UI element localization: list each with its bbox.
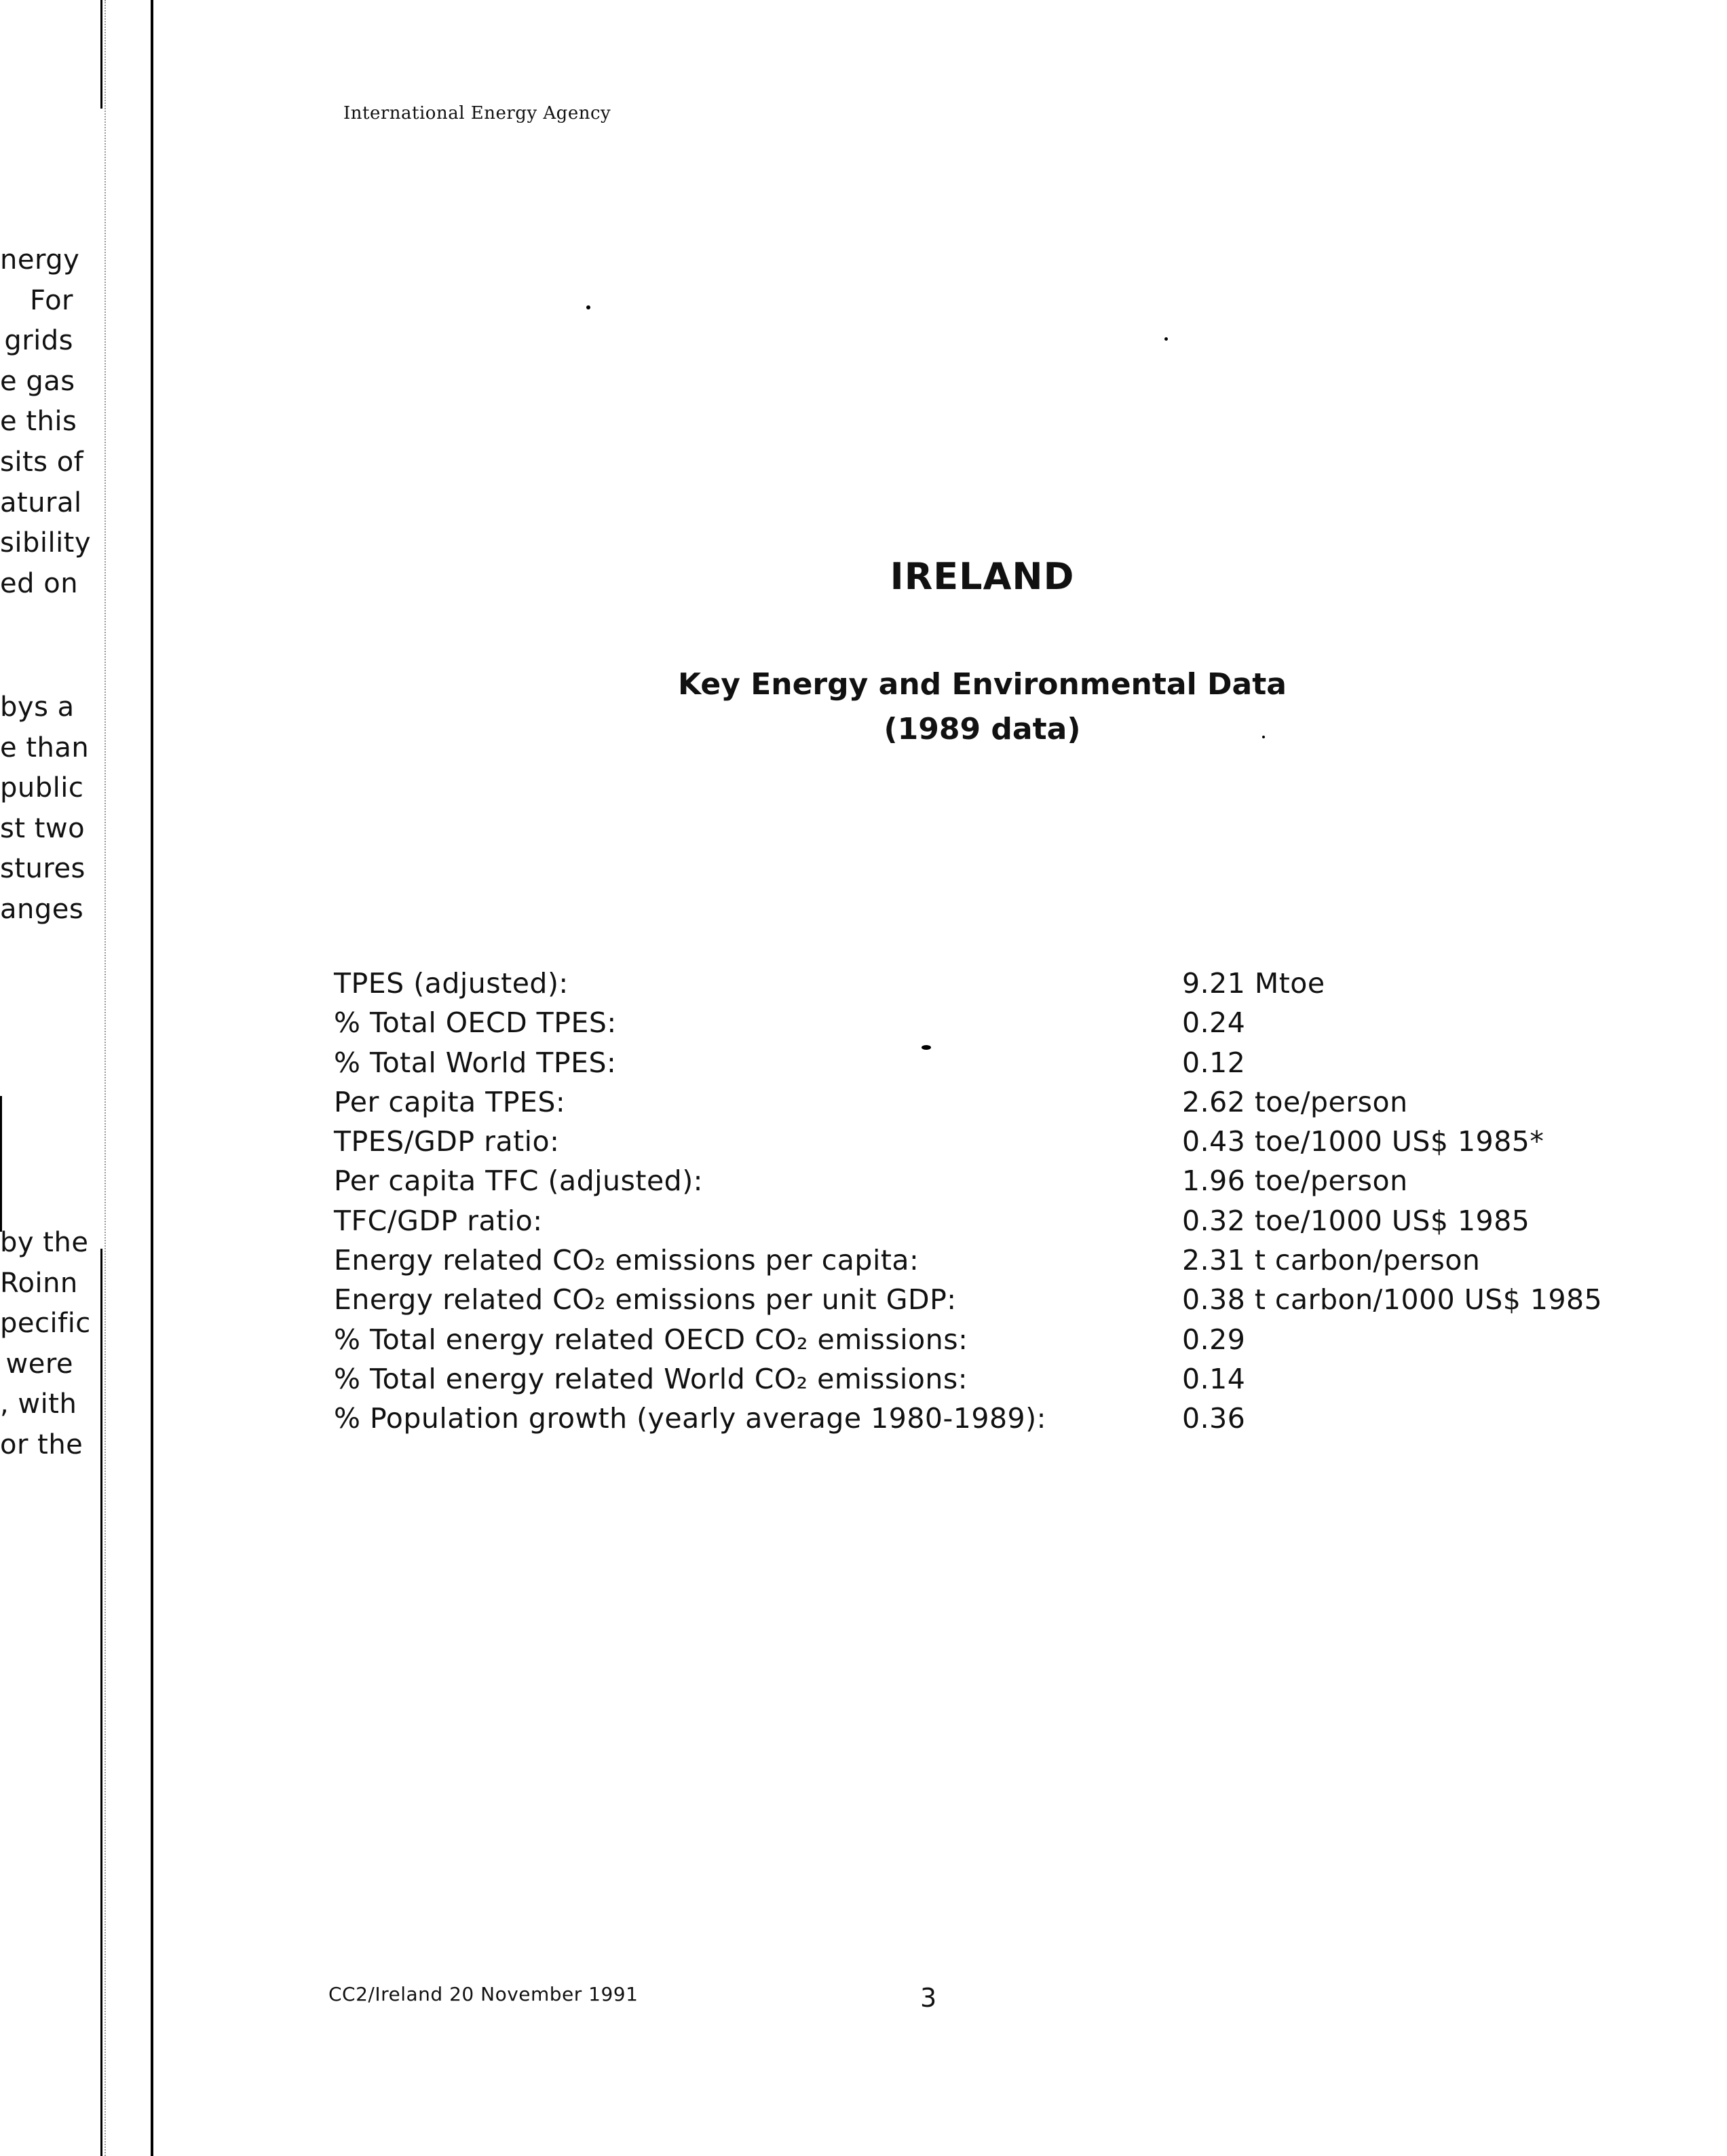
data-label: TFC/GDP ratio:: [334, 1204, 543, 1237]
fragment-line: anges: [0, 893, 84, 925]
fragment-line: were: [5, 1348, 73, 1380]
data-row: [334, 1161, 1623, 1200]
data-value: 0.29: [1182, 1323, 1246, 1356]
fragment-divider-line: [0, 1096, 2, 1232]
fragment-line: ed on: [0, 567, 79, 599]
agency-header: International Energy Agency: [343, 103, 611, 124]
data-value: 0.14: [1182, 1362, 1246, 1395]
data-row: [334, 1043, 1623, 1082]
data-label: % Total energy related OECD CO₂ emissions:: [334, 1323, 968, 1356]
data-row: [334, 1201, 1623, 1241]
scan-speck: [1164, 337, 1168, 341]
data-row: [334, 964, 1623, 1003]
fragment-line: Roinn: [0, 1267, 78, 1299]
data-row: [334, 1280, 1623, 1319]
data-row: [334, 1399, 1623, 1438]
data-label: % Total World TPES:: [334, 1046, 617, 1079]
fragment-line: , with: [0, 1388, 77, 1420]
fragment-line: grids: [4, 325, 73, 357]
scan-speck: [586, 305, 590, 309]
data-label: Energy related CO₂ emissions per unit GDP:: [334, 1283, 957, 1317]
margin-line-top: [100, 0, 102, 109]
subtitle-line-1: Key Energy and Environmental Data: [678, 667, 1287, 702]
data-row: [334, 1320, 1623, 1359]
fragment-line: st two: [0, 812, 86, 844]
data-row: [334, 1082, 1623, 1122]
fragment-line: public: [0, 772, 84, 804]
fragment-line: e this: [0, 406, 77, 438]
data-value: 0.43 toe/1000 US$ 1985*: [1182, 1125, 1544, 1158]
data-label: % Total OECD TPES:: [334, 1006, 617, 1040]
margin-dotted-line: [105, 0, 107, 2156]
fragment-line: or the: [0, 1429, 83, 1460]
data-label: % Population growth (yearly average 1980-1989):: [334, 1402, 1046, 1435]
data-row: [334, 1359, 1623, 1399]
data-label: Per capita TPES:: [334, 1085, 566, 1118]
data-value: 0.38 t carbon/1000 US$ 1985: [1182, 1283, 1603, 1317]
data-label: Per capita TFC (adjusted):: [334, 1165, 703, 1198]
binding-line: [151, 0, 153, 2156]
data-value: 9.21 Mtoe: [1182, 967, 1325, 1000]
data-label: TPES (adjusted):: [334, 967, 569, 1000]
data-value: 0.24: [1182, 1006, 1246, 1040]
fragment-line: pecific: [0, 1308, 91, 1340]
data-value: 2.62 toe/person: [1182, 1085, 1408, 1118]
data-value: 0.36: [1182, 1402, 1246, 1435]
page-subtitle: [0, 662, 1727, 752]
page-title: IRELAND: [890, 555, 1075, 598]
data-row: [334, 1003, 1623, 1042]
data-label: % Total energy related World CO₂ emissions:: [334, 1362, 968, 1395]
data-value: 2.31 t carbon/person: [1182, 1244, 1481, 1277]
data-label: TPES/GDP ratio:: [334, 1125, 560, 1158]
data-label: Energy related CO₂ emissions per capita:: [334, 1244, 919, 1277]
page-number: 3: [920, 1983, 937, 2013]
previous-page-fragment-c: [0, 1223, 91, 1466]
data-value: 0.32 toe/1000 US$ 1985: [1182, 1204, 1530, 1237]
data-row: [334, 1122, 1623, 1161]
fragment-line: nergy: [0, 244, 80, 276]
data-value: 1.96 toe/person: [1182, 1165, 1408, 1198]
data-value: 0.12: [1182, 1046, 1246, 1079]
fragment-line: stures: [0, 853, 86, 885]
fragment-line: sits of: [0, 446, 84, 478]
previous-page-fragment-a: [0, 240, 92, 604]
fragment-line: by the: [0, 1227, 89, 1258]
document-reference: CC2/Ireland 20 November 1991: [328, 1983, 639, 2005]
fragment-line: atural: [0, 487, 82, 518]
subtitle-line-2: (1989 data): [884, 712, 1081, 746]
fragment-line: sibility: [0, 527, 92, 559]
margin-line-bottom: [100, 1249, 102, 2156]
fragment-line: For: [30, 284, 73, 316]
fragment-line: e gas: [0, 365, 75, 397]
fragment-line: bys a: [0, 692, 75, 723]
data-row: [334, 1241, 1623, 1280]
fragment-line: e than: [0, 732, 90, 763]
key-data-table: [334, 964, 1623, 1439]
